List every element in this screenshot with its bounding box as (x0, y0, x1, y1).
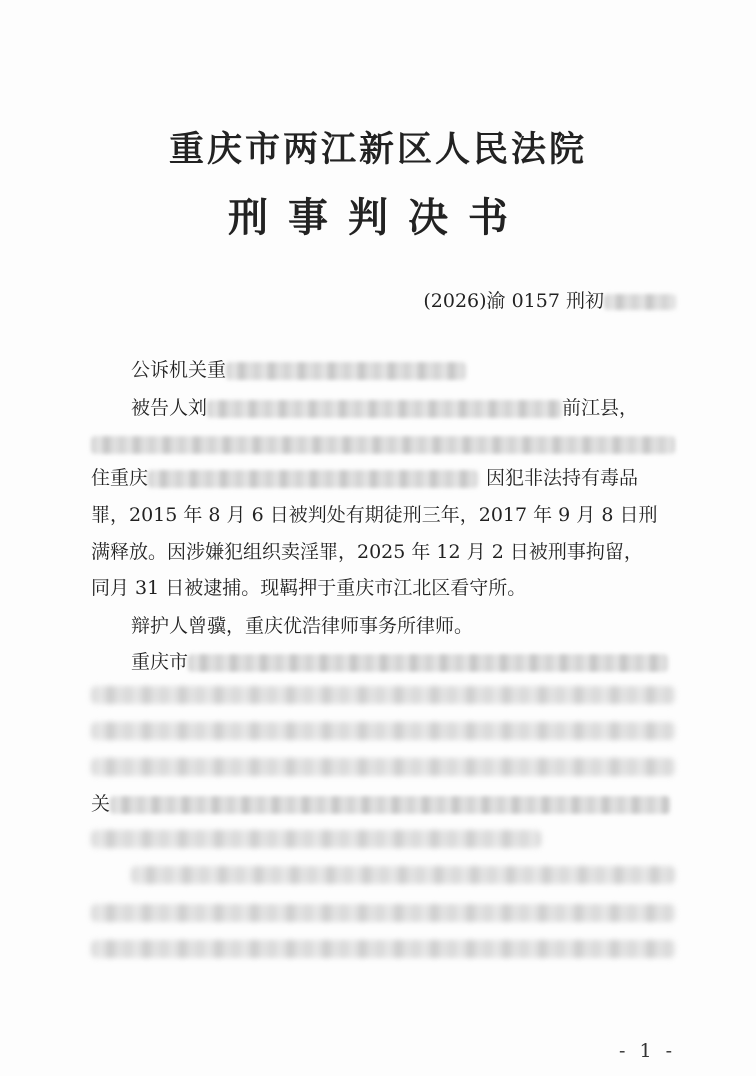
criminal-record-line-3: 同月 31 日被逮捕。现羁押于重庆市江北区看守所。 (91, 577, 527, 599)
prosecutor-line (131, 358, 675, 382)
chongqing-prefix: 重庆市 (131, 651, 189, 673)
redacted-residence (148, 470, 478, 488)
redacted-text-line (91, 830, 541, 848)
case-number-text: (2026)渝 0157 刑初 (423, 290, 604, 312)
defender-line: 辩护人曾骥，重庆优浩律师事务所律师。 (131, 615, 474, 637)
redacted-paragraph-start (188, 654, 668, 672)
residence-tail: 因犯非法持有毒品 (486, 467, 639, 489)
redacted-text-line (131, 866, 675, 884)
residence-line (91, 466, 675, 490)
prosecutor-prefix: 公诉机关重 (131, 359, 227, 381)
redacted-defendant-info (207, 400, 562, 418)
chongqing-line (131, 650, 675, 674)
guan-prefix: 关 (91, 793, 111, 815)
guan-line (91, 792, 675, 816)
redacted-line (91, 432, 675, 456)
defendant-line (131, 396, 675, 420)
criminal-record-line-1: 罪，2015 年 8 月 6 日被判处有期徒刑三年，2017 年 9 月 8 日刑 (91, 504, 658, 526)
redacted-text-line (91, 758, 675, 776)
court-name: 重庆市两江新区人民法院 (168, 129, 587, 170)
redacted-case-number (604, 294, 676, 310)
redacted-text (110, 796, 670, 814)
redacted-defendant-details (91, 436, 675, 454)
document-type-title: 刑事判决书 (228, 194, 528, 241)
page-number: - 1 - (618, 1040, 676, 1062)
defendant-tail: 前江县， (562, 397, 639, 419)
defendant-prefix: 被告人刘 (131, 397, 208, 419)
residence-prefix: 住重庆 (91, 467, 149, 489)
case-number (423, 286, 676, 313)
redacted-text-line (91, 722, 675, 740)
redacted-prosecutor (226, 362, 466, 380)
redacted-text-line (91, 940, 675, 958)
criminal-record-line-2: 满释放。因涉嫌犯组织卖淫罪，2025 年 12 月 2 日被刑事拘留， (91, 541, 643, 563)
redacted-text-line (91, 904, 675, 922)
redacted-text-line (91, 686, 675, 704)
